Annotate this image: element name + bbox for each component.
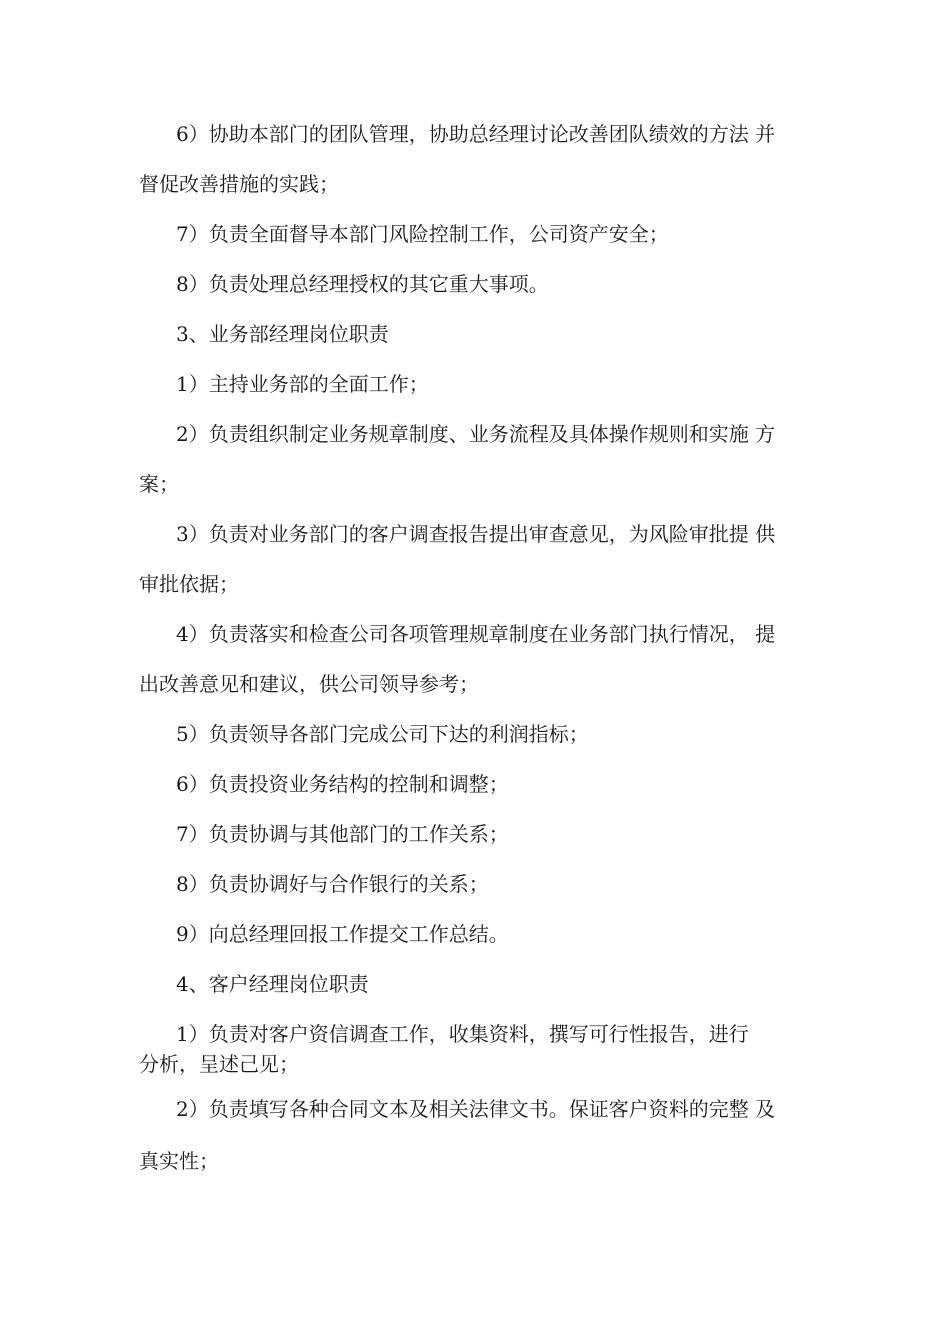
text-line: 分析，呈述己见； [139,1052,299,1076]
text-line: 督促改善措施的实践； [139,172,339,196]
text-line: 案； [139,472,179,496]
section-heading: 3、业务部经理岗位职责 [176,322,389,346]
text-line: 2）负责组织制定业务规章制度、业务流程及具体操作规则和实施 方 [176,422,776,446]
section-heading: 4、客户经理岗位职责 [176,972,369,996]
text-line: 7）负责协调与其他部门的工作关系； [176,822,509,846]
text-line: 审批依据； [139,572,239,596]
text-line: 9）向总经理回报工作提交工作总结。 [176,922,509,946]
text-line: 8）负责处理总经理授权的其它重大事项。 [176,272,549,296]
text-line: 8）负责协调好与合作银行的关系； [176,872,489,896]
text-line: 4）负责落实和检查公司各项管理规章制度在业务部门执行情况， 提 [176,622,776,646]
text-line: 1）主持业务部的全面工作； [176,372,429,396]
text-line: 6）负责投资业务结构的控制和调整； [176,772,509,796]
text-line: 7）负责全面督导本部门风险控制工作，公司资产安全； [176,222,669,246]
text-line: 6）协助本部门的团队管理，协助总经理讨论改善团队绩效的方法 并 [176,122,776,146]
text-line: 3）负责对业务部门的客户调查报告提出审查意见，为风险审批提 供 [176,522,776,546]
text-line: 5）负责领导各部门完成公司下达的利润指标； [176,722,589,746]
text-line: 出改善意见和建议，供公司领导参考； [139,672,479,696]
text-line: 2）负责填写各种合同文本及相关法律文书。保证客户资料的完整 及 [176,1097,776,1121]
text-line: 真实性； [139,1149,219,1173]
text-line: 1）负责对客户资信调查工作，收集资料，撰写可行性报告，进行 [176,1022,749,1046]
